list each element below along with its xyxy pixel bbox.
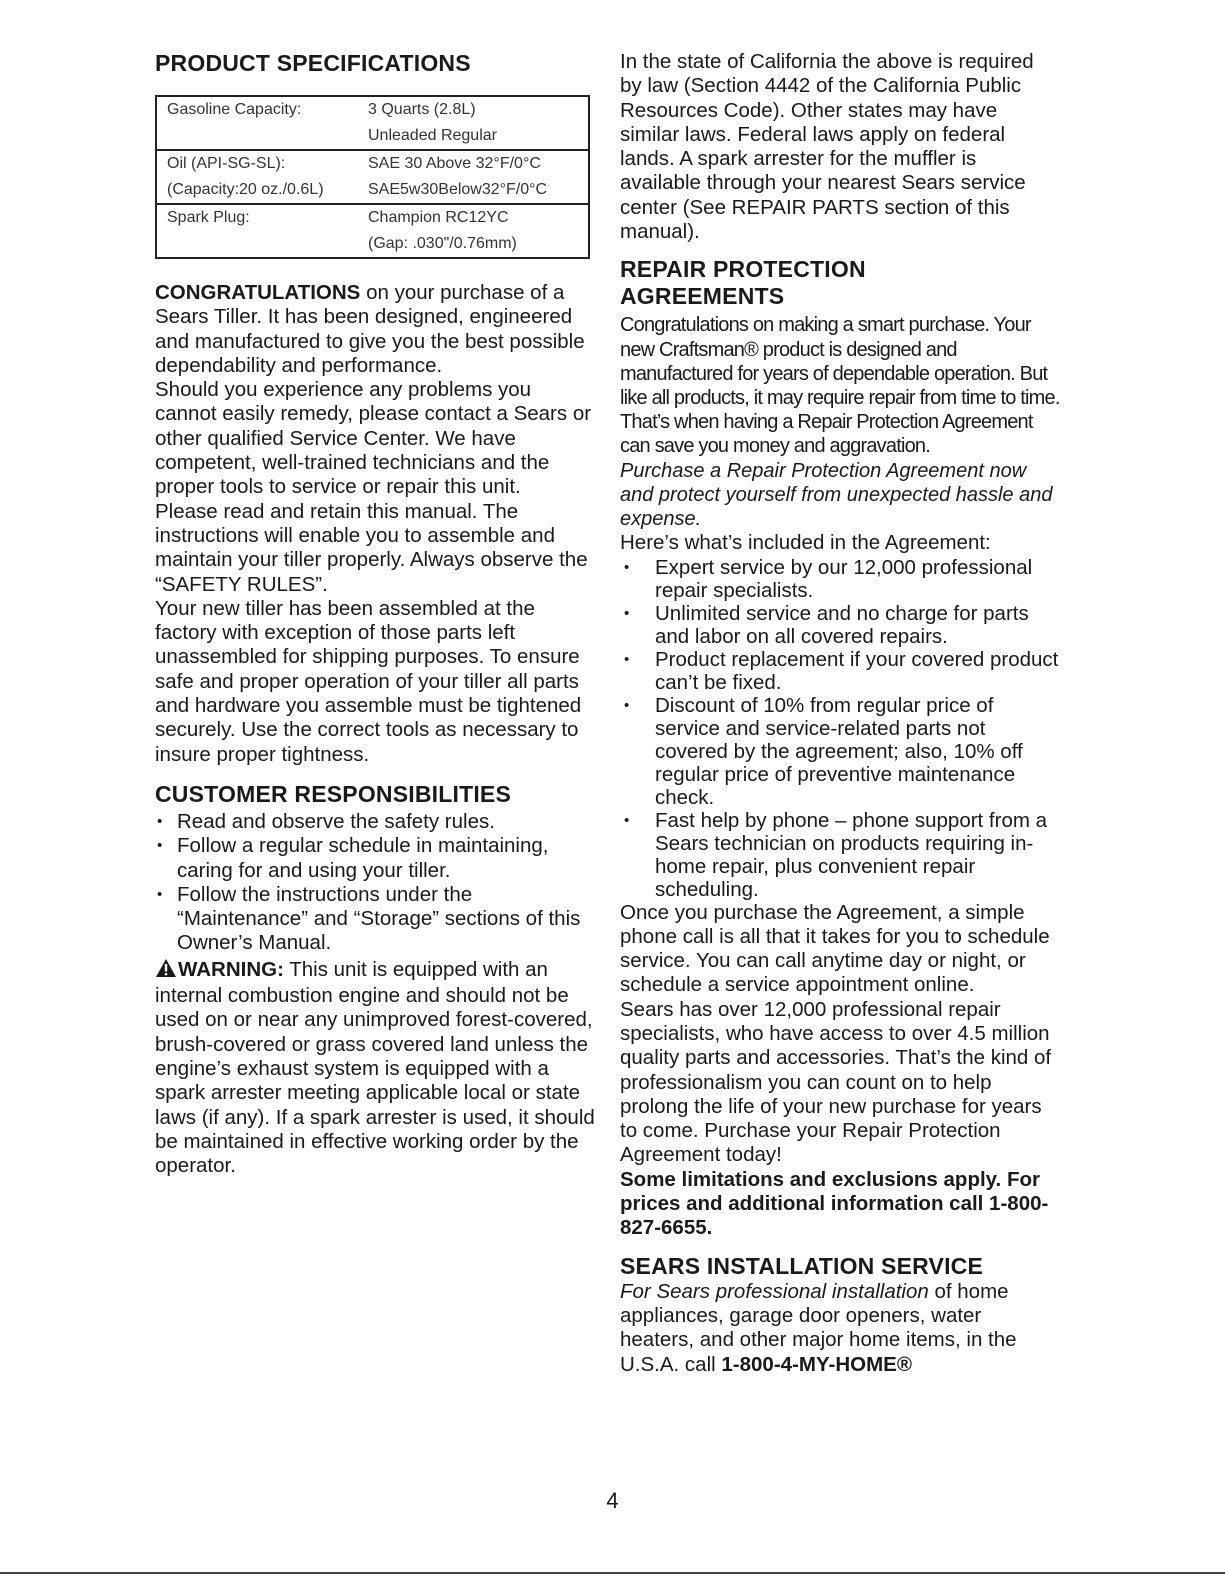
product-specifications-heading: PRODUCT SPECIFICATIONS <box>155 50 471 76</box>
spec-row <box>156 177 589 204</box>
spec-value: Champion RC12YC <box>362 204 589 231</box>
bottom-divider <box>0 1572 1225 1574</box>
agreement-body <box>620 313 1060 531</box>
spec-key: Gasoline Capacity: <box>167 101 302 118</box>
manual-paragraph: Please read and retain this manual. The instructions will enable you to assemble and maintain your tiller properly. Always observe the “SAFETY RULES”. <box>155 499 588 596</box>
assembly-paragraph: Your new tiller has been assembled at the factory with exception of those parts left unassembled for shipping purposes. To ensure safe and proper operation of your tiller all parts and hardware you assemble must be tightened securely. Use the correct tools as necessary to insure proper tightness. <box>155 596 582 766</box>
installation-text: of home appliances, garage door openers, water heaters, and other major home items, in the U.S.A. call <box>620 1279 1017 1376</box>
limitations-paragraph: Some limitations and exclusions apply. For prices and additional information call 1-800-827-6655. <box>620 1167 1049 1240</box>
sears-paragraph: Sears has over 12,000 professional repair specialists, who have access to over 4.5 million quality parts and accessories. That’s the kind of professionalism you can count on to help prolong the life of your new purchase for years to come. Purchase your Repair Protection Agreement today! <box>620 997 1052 1167</box>
list-item: • Read and observe the safety rules. <box>155 810 595 834</box>
congratulations-text: on your purchase of a Sears Tiller. It has been designed, engineered and manufactured to give you the best possible dependability and performance. <box>155 281 585 377</box>
agreement-list <box>620 556 1060 901</box>
installation-service-heading: SEARS INSTALLATION SERVICE <box>620 1252 984 1279</box>
included-line: Here’s what’s included in the Agreement: <box>620 531 991 555</box>
service-paragraph: Should you experience any problems you cannot easily remedy, please contact a Sears or other qualified Service Center. We have competent, well-trained technicians and the proper tools to service or repair this unit. <box>155 378 592 499</box>
left-column <box>155 50 595 1178</box>
california-paragraph: In the state of California the above is required by law (Section 4442 of the California Public Resources Code). Other states may have similar laws. Federal laws apply on federal lands. A spark arrester for the muffler is available through your nearest Sears service center (See REPAIR PARTS section of this manual). <box>620 50 1034 244</box>
repair-protection-heading <box>620 256 1060 310</box>
list-item: • Product replacement if your covered product can’t be fixed. <box>620 648 1060 694</box>
spec-value: SAE 30 Above 32°F/0°C <box>362 150 589 177</box>
agreement-intro: Congratulations on making a smart purchase. Your new Craftsman® product is designed and manufactured for years of dependable operation. But like all products, it may require repair from time to time. That’s when having a Repair Protection Agreement can save you money and aggravation. <box>620 314 1060 458</box>
spec-value: SAE5w30Below32°F/0°C <box>368 181 548 198</box>
warning-triangle-icon <box>155 958 177 984</box>
list-item: • Discount of 10% from regular price of service and service-related parts not covered by the agreement; also, 10% off regular price of preventive maintenance check. <box>620 694 1060 809</box>
list-item: • Follow the instructions under the “Maintenance” and “Storage” sections of this Owner’s Manual. <box>155 883 595 956</box>
spec-key: Oil (API-SG-SL): <box>156 150 362 177</box>
spec-table <box>155 95 590 259</box>
warning-text: This unit is equipped with an internal combustion engine and should not be used on or near any unimproved forest-covered, brush-covered or grass covered land unless the engine’s exhaust system is equipped with a spark arrester meeting applicable local or state laws (if any). If a spark arrester is used, it should be maintained in effective working order by the operator. <box>155 957 595 1178</box>
agreement-italic: Purchase a Repair Protection Agreement now and protect yourself from unexpected hassle and expense. <box>620 459 1053 530</box>
spec-key <box>156 231 362 258</box>
spec-value: (Gap: .030"/0.76mm) <box>368 235 517 252</box>
list-item: • Follow a regular schedule in maintaining, caring for and using your tiller. <box>155 834 595 883</box>
spec-key: Spark Plug: <box>156 204 362 231</box>
list-item: • Expert service by our 12,000 professional repair specialists. <box>620 556 1060 602</box>
right-column <box>620 50 1060 1377</box>
spec-row <box>156 150 589 177</box>
warning-paragraph <box>155 958 595 1179</box>
installation-paragraph <box>620 1280 1060 1377</box>
list-item: • Unlimited service and no charge for parts and labor on all covered repairs. <box>620 602 1060 648</box>
page-number: 4 <box>606 1488 619 1513</box>
spec-key <box>156 123 362 150</box>
spec-row <box>156 231 589 258</box>
spec-row <box>156 96 589 123</box>
congratulations-paragraph <box>155 281 595 378</box>
heading-line: REPAIR PROTECTION <box>620 256 866 283</box>
spec-key: (Capacity:20 oz./0.6L) <box>167 181 324 198</box>
spec-value: 3 Quarts (2.8L) <box>368 101 476 118</box>
once-paragraph: Once you purchase the Agreement, a simple phone call is all that it takes for you to schedule service. You can call anytime day or night, or schedule a service appointment online. <box>620 900 1050 997</box>
installation-phone: 1-800-4-MY-HOME® <box>721 1352 912 1376</box>
customer-responsibilities-heading: CUSTOMER RESPONSIBILITIES <box>155 780 512 807</box>
spec-row <box>156 123 589 150</box>
responsibilities-list <box>155 810 595 956</box>
congratulations-label: CONGRATULATIONS <box>155 281 361 304</box>
warning-label: WARNING: <box>178 957 284 981</box>
spec-value: Unleaded Regular <box>368 127 497 144</box>
spec-row <box>156 204 589 231</box>
heading-line: AGREEMENTS <box>620 283 785 310</box>
list-item: • Fast help by phone – phone support from a Sears technician on products requiring in-home repair, plus convenient repair scheduling. <box>620 809 1060 901</box>
installation-italic: For Sears professional installation <box>620 1279 929 1303</box>
